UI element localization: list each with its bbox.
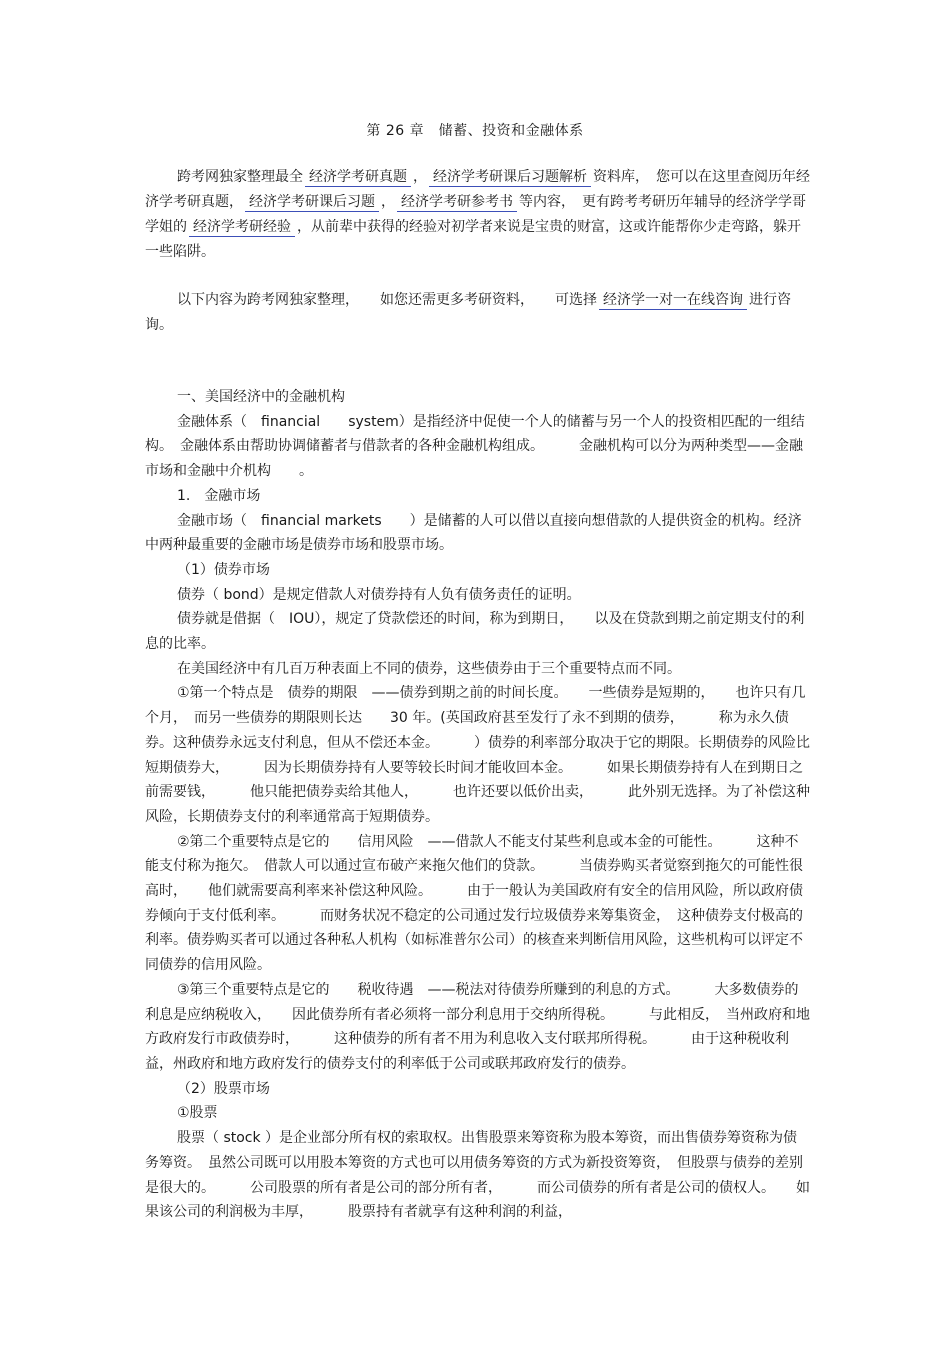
subsection-heading: ①股票 — [177, 1105, 218, 1122]
intro-text: 资料库， 您可以在这里查阅历年经济学考研真题， — [145, 169, 810, 210]
link-online-consult[interactable]: 经济学一对一在线咨询 — [599, 292, 747, 310]
body-paragraph: 债券（ bond）是规定借款人对债券持有人负有债务责任的证明。 — [177, 586, 581, 603]
body-paragraph: 金融体系（ financial system）是指经济中促使一个人的储蓄与另一个人的投资相匹配的一组结构。 金融体系由帮助协调储蓄者与借款者的各种金融机构组成。 金融机构可以分为两种类型——金融市场和金融中介机构 。 — [145, 413, 805, 480]
link-reference-books[interactable]: 经济学考研参考书 — [397, 194, 517, 212]
note-text: 以下内容为跨考网独家整理， 如您还需更多考研资料， 可选择 — [177, 292, 597, 308]
body-paragraph: 金融市场（ financial markets ）是储蓄的人可以借以直接向想借款的人提供资金的机构。经济中两种最重要的金融市场是债券市场和股票市场。 — [145, 512, 802, 554]
link-exercises[interactable]: 经济学考研课后习题 — [245, 194, 379, 212]
subsection-heading: 1. 金融市场 — [177, 487, 261, 504]
main-content — [145, 385, 810, 1225]
body-paragraph: 债券就是借据（ IOU），规定了贷款偿还的时间，称为到期日， 以及在贷款到期之前定期支付的利息的比率。 — [145, 611, 805, 653]
link-exam-experience[interactable]: 经济学考研经验 — [189, 219, 295, 237]
note-text: 进行咨询。 — [145, 292, 791, 333]
intro-text: 等内容， 更有跨考考研历年辅导的经济学学哥学姐的 — [145, 194, 806, 235]
link-exam-questions[interactable]: 经济学考研真题 — [305, 169, 411, 187]
body-paragraph: 在美国经济中有几百万种表面上不同的债券，这些债券由于三个重要特点而不同。 — [177, 660, 681, 677]
body-paragraph: 股票（ stock ）是企业部分所有权的索取权。出售股票来筹资称为股本筹资，而出售债券筹资称为债务筹资。 虽然公司既可以用股本筹资的方式也可以用债务筹资的方式为新投资筹资， 但股票与债券的差别是很大的。 公司股票的所有者是公司的部分所有者， 而公司债券的所有者是公司的债权人。 如果该公司的利润极为丰厚， 股票持有者就享有这种利润的利益， — [145, 1130, 810, 1221]
body-paragraph: ①第一个特点是 债券的期限 ——债券到期之前的时间长度。 一些债券是短期的， 也许只有几个月， 而另一些债券的期限则长达 30 年。(英国政府甚至发行了永不到期的债券， 称为永久债券。这种债券永远支付利息，但从不偿还本金。 ）债券的利率部分取决于它的期限。长期债券的风险比短期债券大， 因为长期债券持有人要等较长时间才能收回本金。 如果长期债券持有人在到期日之前需要钱， 他只能把债券卖给其他人， 也许还要以低价出卖， 此外别无选择。为了补偿这种风险，长期债券支付的利率通常高于短期债券。 — [145, 685, 810, 825]
link-exercise-solutions[interactable]: 经济学考研课后习题解析 — [429, 169, 591, 187]
body-paragraph: ③第三个重要特点是它的 税收待遇 ——税法对待债券所赚到的利息的方式。 大多数债券的利息是应纳税收入， 因此债券所有者必须将一部分利息用于交纳所得税。 与此相反， 当州政府和地方政府发行市政债券时， 这种债券的所有者不用为利息收入支付联邦所得税。 由于这种税收利益，州政府和地方政府发行的债券支付的利率低于公司或联邦政府发行的债券。 — [145, 981, 810, 1072]
chapter-title: 第 26 章 储蓄、投资和金融体系 — [366, 123, 584, 139]
subsection-heading: （1）债券市场 — [177, 561, 270, 578]
intro-text: ， — [413, 169, 427, 185]
intro-paragraph — [145, 165, 810, 265]
consult-note — [145, 288, 810, 338]
body-paragraph: ②第二个重要特点是它的 信用风险 ——借款人不能支付某些利息或本金的可能性。 这种不能支付称为拖欠。 借款人可以通过宣布破产来拖欠他们的贷款。 当债券购买者觉察到拖欠的可能性很高时， 他们就需要高利率来补偿这种风险。 由于一般认为美国政府有安全的信用风险，所以政府债券倾向于支付低利率。 而财务状况不稳定的公司通过发行垃圾债券来筹集资金， 这种债券支付极高的利率。债券购买者可以通过各种私人机构（如标准普尔公司）的核查来判断信用风险，这些机构可以评定不同债券的信用风险。 — [145, 833, 803, 974]
subsection-heading: （2）股票市场 — [177, 1080, 270, 1097]
intro-text: ， — [381, 194, 395, 210]
section-heading: 一、美国经济中的金融机构 — [177, 389, 345, 405]
intro-text: ，从前辈中获得的经验对初学者来说是宝贵的财富，这或许能帮你少走弯路，躲开一些陷阱。 — [145, 219, 801, 260]
intro-text: 跨考网独家整理最全 — [177, 169, 303, 185]
